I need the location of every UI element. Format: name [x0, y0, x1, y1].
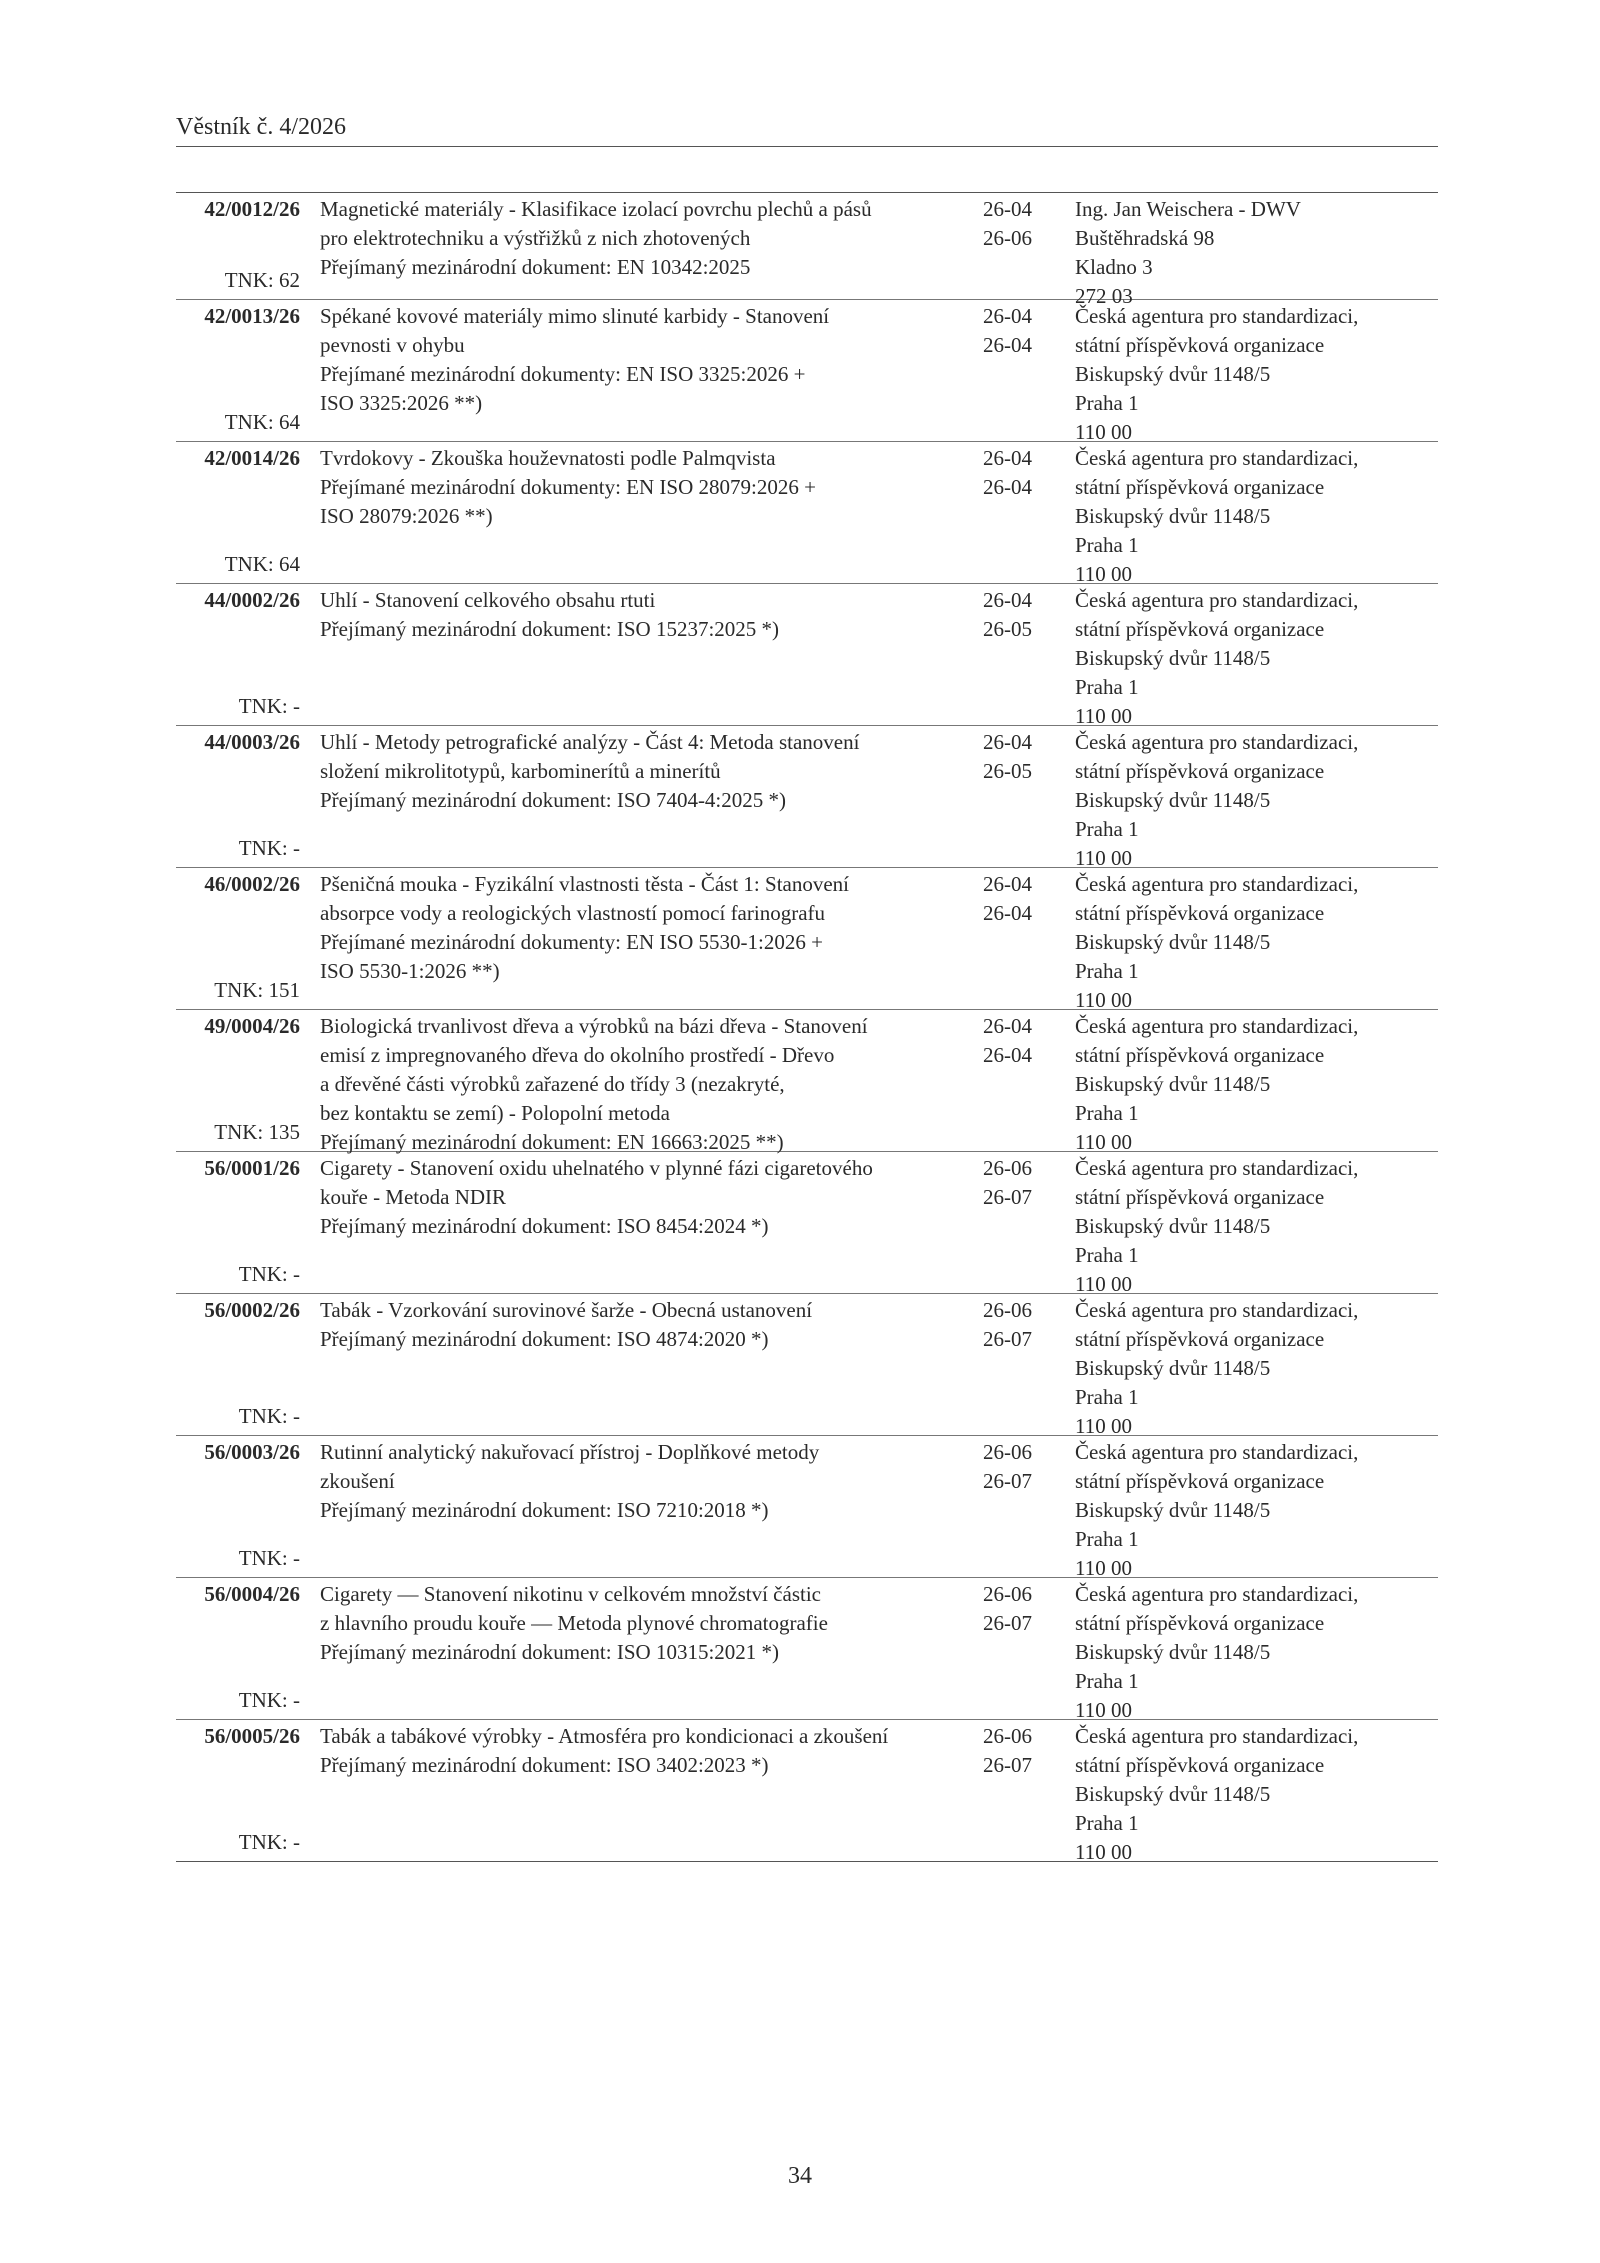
- entry-address-line: Česká agentura pro standardizaci,: [1075, 1014, 1359, 1038]
- standards-table: [176, 192, 1438, 1862]
- entry-title-line: ISO 3325:2026 **): [320, 391, 483, 415]
- entry-date-end: 26-07: [983, 1185, 1032, 1209]
- entry-address-line: Česká agentura pro standardizaci,: [1075, 1156, 1359, 1180]
- entry-address-line: státní příspěvková organizace: [1075, 1043, 1325, 1067]
- entry-address-line: státní příspěvková organizace: [1075, 1327, 1325, 1351]
- entry-code: 46/0002/26: [204, 872, 300, 896]
- entry-date-start: 26-06: [983, 1582, 1032, 1606]
- entry-title-line: pevnosti v ohybu: [320, 333, 465, 357]
- table-row: [176, 193, 1438, 308]
- entry-date-end: 26-04: [983, 475, 1032, 499]
- entry-date-end: 26-05: [983, 759, 1032, 783]
- entry-tnk: TNK: -: [238, 1262, 300, 1286]
- entry-title-line: Tabák - Vzorkování surovinové šarže - Obecná ustanovení: [320, 1298, 813, 1322]
- entry-address-cell: [1075, 300, 1438, 444]
- entry-title-line: kouře - Metoda NDIR: [320, 1185, 507, 1209]
- entry-address-line: Česká agentura pro standardizaci,: [1075, 872, 1359, 896]
- entry-title-line: bez kontaktu se zemí) - Polopolní metoda: [320, 1101, 670, 1125]
- entry-date-start: 26-04: [983, 872, 1032, 896]
- entry-title-line: Magnetické materiály - Klasifikace izolací povrchu plechů a pásů: [320, 197, 872, 221]
- entry-title-cell: [300, 1578, 983, 1719]
- entry-address-cell: [1075, 584, 1438, 728]
- entry-address-line: státní příspěvková organizace: [1075, 475, 1325, 499]
- entry-address-line: 110 00: [1075, 704, 1132, 728]
- entry-address-line: Praha 1: [1075, 817, 1139, 841]
- entry-title-line: a dřevěné části výrobků zařazené do třídy 3 (nezakryté,: [320, 1072, 785, 1096]
- entry-address-line: 110 00: [1075, 1272, 1132, 1296]
- entry-tnk: TNK: 64: [224, 410, 300, 434]
- table-row: [176, 725, 1438, 870]
- entry-dates-cell: [983, 442, 1075, 583]
- entry-address-line: Biskupský dvůr 1148/5: [1075, 1356, 1271, 1380]
- entry-address-line: 110 00: [1075, 562, 1132, 586]
- entry-title-line: Rutinní analytický nakuřovací přístroj - Doplňkové metody: [320, 1440, 820, 1464]
- entry-title-line: Přejímaný mezinárodní dokument: ISO 10315:2021 *): [320, 1640, 780, 1664]
- entry-title-line: Tvrdokovy - Zkouška houževnatosti podle Palmqvista: [320, 446, 776, 470]
- entry-date-start: 26-04: [983, 730, 1032, 754]
- entry-title-line: Přejímaný mezinárodní dokument: ISO 3402:2023 *): [320, 1753, 769, 1777]
- entry-title-cell: [300, 868, 983, 1009]
- entry-address-line: Biskupský dvůr 1148/5: [1075, 930, 1271, 954]
- entry-id-cell: [176, 1578, 300, 1719]
- entry-address-line: Biskupský dvůr 1148/5: [1075, 1072, 1271, 1096]
- entry-address-line: státní příspěvková organizace: [1075, 1185, 1325, 1209]
- entry-id-cell: [176, 193, 300, 299]
- entry-id-cell: [176, 300, 300, 441]
- entry-title-line: Uhlí - Metody petrografické analýzy - Část 4: Metoda stanovení: [320, 730, 860, 754]
- entry-date-start: 26-06: [983, 1298, 1032, 1322]
- entry-dates-cell: [983, 1294, 1075, 1435]
- entry-code: 56/0001/26: [204, 1156, 300, 1180]
- entry-title-line: Biologická trvanlivost dřeva a výrobků na bázi dřeva - Stanovení: [320, 1014, 868, 1038]
- entry-id-cell: [176, 1720, 300, 1861]
- entry-tnk: TNK: -: [238, 1546, 300, 1570]
- entry-title-line: Uhlí - Stanovení celkového obsahu rtuti: [320, 588, 656, 612]
- entry-dates-cell: [983, 1152, 1075, 1293]
- entry-id-cell: [176, 868, 300, 1009]
- entry-address-line: Česká agentura pro standardizaci,: [1075, 446, 1359, 470]
- entry-title-line: pro elektrotechniku a výstřižků z nich zhotovených: [320, 226, 751, 250]
- entry-id-cell: [176, 1436, 300, 1577]
- entry-id-cell: [176, 442, 300, 583]
- entry-dates-cell: [983, 726, 1075, 867]
- entry-address-line: státní příspěvková organizace: [1075, 617, 1325, 641]
- entry-title-line: absorpce vody a reologických vlastností pomocí farinografu: [320, 901, 826, 925]
- entry-title-cell: [300, 1436, 983, 1577]
- entry-address-line: 110 00: [1075, 420, 1132, 444]
- entry-address-line: státní příspěvková organizace: [1075, 333, 1325, 357]
- entry-address-line: Ing. Jan Weischera - DWV: [1075, 197, 1301, 221]
- entry-date-end: 26-05: [983, 617, 1032, 641]
- entry-address-line: Biskupský dvůr 1148/5: [1075, 788, 1271, 812]
- entry-title-cell: [300, 442, 983, 583]
- entry-date-end: 26-04: [983, 1043, 1032, 1067]
- entry-title-line: Přejímané mezinárodní dokumenty: EN ISO 3325:2026 +: [320, 362, 806, 386]
- table-row: [176, 1435, 1438, 1580]
- entry-address-line: Praha 1: [1075, 1243, 1139, 1267]
- table-row: [176, 299, 1438, 444]
- entry-dates-cell: [983, 1436, 1075, 1577]
- entry-tnk: TNK: 135: [214, 1120, 300, 1144]
- entry-address-line: Praha 1: [1075, 1669, 1139, 1693]
- entry-address-line: Praha 1: [1075, 533, 1139, 557]
- entry-title-line: Přejímaný mezinárodní dokument: ISO 15237:2025 *): [320, 617, 780, 641]
- entry-address-line: Česká agentura pro standardizaci,: [1075, 304, 1359, 328]
- entry-date-end: 26-07: [983, 1753, 1032, 1777]
- entry-address-line: Biskupský dvůr 1148/5: [1075, 1214, 1271, 1238]
- entry-code: 44/0002/26: [204, 588, 300, 612]
- journal-title: Věstník č. 4/2026: [176, 114, 346, 140]
- entry-address-line: 110 00: [1075, 846, 1132, 870]
- entry-address-cell: [1075, 442, 1438, 586]
- entry-address-line: státní příspěvková organizace: [1075, 1753, 1325, 1777]
- entry-address-cell: [1075, 1152, 1438, 1296]
- entry-address-line: Česká agentura pro standardizaci,: [1075, 1298, 1359, 1322]
- entry-address-cell: [1075, 1720, 1438, 1864]
- entry-address-cell: [1075, 193, 1438, 308]
- entry-tnk: TNK: -: [238, 694, 300, 718]
- entry-code: 42/0012/26: [204, 197, 300, 221]
- entry-date-end: 26-07: [983, 1611, 1032, 1635]
- entry-code: 44/0003/26: [204, 730, 300, 754]
- entry-id-cell: [176, 1294, 300, 1435]
- entry-dates-cell: [983, 1578, 1075, 1719]
- entry-code: 49/0004/26: [204, 1014, 300, 1038]
- table-row: [176, 867, 1438, 1012]
- entry-date-start: 26-06: [983, 1724, 1032, 1748]
- entry-address-line: Biskupský dvůr 1148/5: [1075, 1640, 1271, 1664]
- entry-title-cell: [300, 1010, 983, 1154]
- entry-code: 56/0002/26: [204, 1298, 300, 1322]
- entry-code: 56/0003/26: [204, 1440, 300, 1464]
- entry-dates-cell: [983, 584, 1075, 725]
- entry-title-line: Přejímaný mezinárodní dokument: ISO 7210:2018 *): [320, 1498, 769, 1522]
- entry-title-line: Přejímaný mezinárodní dokument: ISO 7404-4:2025 *): [320, 788, 787, 812]
- entry-date-start: 26-04: [983, 304, 1032, 328]
- entry-date-end: 26-07: [983, 1327, 1032, 1351]
- entry-address-line: Česká agentura pro standardizaci,: [1075, 1582, 1359, 1606]
- entry-title-line: Přejímaný mezinárodní dokument: EN 16663:2025 **): [320, 1130, 784, 1154]
- entry-address-line: 110 00: [1075, 1130, 1132, 1154]
- entry-address-line: Buštěhradská 98: [1075, 226, 1215, 250]
- entry-tnk: TNK: -: [238, 1404, 300, 1428]
- entry-address-cell: [1075, 1578, 1438, 1722]
- entry-address-line: 110 00: [1075, 1840, 1132, 1864]
- entry-address-line: 110 00: [1075, 988, 1132, 1012]
- entry-date-start: 26-06: [983, 1440, 1032, 1464]
- entry-id-cell: [176, 1010, 300, 1151]
- entry-address-line: Praha 1: [1075, 391, 1139, 415]
- entry-id-cell: [176, 584, 300, 725]
- entry-title-line: složení mikrolitotypů, karbominerítů a minerítů: [320, 759, 721, 783]
- entry-address-line: Biskupský dvůr 1148/5: [1075, 504, 1271, 528]
- entry-id-cell: [176, 1152, 300, 1293]
- table-row: [176, 1293, 1438, 1438]
- entry-title-cell: [300, 1720, 983, 1861]
- entry-date-end: 26-06: [983, 226, 1032, 250]
- entry-title-line: Přejímaný mezinárodní dokument: EN 10342:2025: [320, 255, 751, 279]
- entry-code: 56/0004/26: [204, 1582, 300, 1606]
- entry-address-line: Česká agentura pro standardizaci,: [1075, 730, 1359, 754]
- page-header: [176, 112, 1438, 147]
- entry-title-line: Spékané kovové materiály mimo slinuté karbidy - Stanovení: [320, 304, 830, 328]
- entry-dates-cell: [983, 868, 1075, 1009]
- entry-title-cell: [300, 300, 983, 441]
- entry-title-line: Přejímaný mezinárodní dokument: ISO 8454:2024 *): [320, 1214, 769, 1238]
- entry-tnk: TNK: -: [238, 836, 300, 860]
- entry-address-line: Biskupský dvůr 1148/5: [1075, 1498, 1271, 1522]
- entry-title-line: Tabák a tabákové výrobky - Atmosféra pro kondicionaci a zkoušení: [320, 1724, 889, 1748]
- entry-address-line: 272 03: [1075, 284, 1133, 308]
- entry-address-line: Biskupský dvůr 1148/5: [1075, 362, 1271, 386]
- entry-title-line: Pšeničná mouka - Fyzikální vlastnosti těsta - Část 1: Stanovení: [320, 872, 850, 896]
- entry-address-cell: [1075, 1294, 1438, 1438]
- entry-dates-cell: [983, 300, 1075, 441]
- entry-address-line: 110 00: [1075, 1698, 1132, 1722]
- entry-address-line: státní příspěvková organizace: [1075, 1469, 1325, 1493]
- entry-address-cell: [1075, 726, 1438, 870]
- table-row: [176, 583, 1438, 728]
- entry-title-line: zkoušení: [320, 1469, 395, 1493]
- entry-code: 42/0013/26: [204, 304, 300, 328]
- entry-address-line: Praha 1: [1075, 959, 1139, 983]
- entry-address-line: státní příspěvková organizace: [1075, 901, 1325, 925]
- entry-address-line: 110 00: [1075, 1414, 1132, 1438]
- page-number: 34: [788, 2163, 812, 2189]
- entry-address-line: Praha 1: [1075, 1527, 1139, 1551]
- entry-tnk: TNK: 62: [224, 268, 300, 292]
- entry-title-line: ISO 28079:2026 **): [320, 504, 493, 528]
- entry-dates-cell: [983, 1720, 1075, 1861]
- entry-title-cell: [300, 726, 983, 867]
- entry-title-line: ISO 5530-1:2026 **): [320, 959, 500, 983]
- entry-address-line: Česká agentura pro standardizaci,: [1075, 1440, 1359, 1464]
- table-row: [176, 1577, 1438, 1722]
- table-row: [176, 1719, 1438, 1864]
- entry-date-start: 26-04: [983, 446, 1032, 470]
- entry-tnk: TNK: -: [238, 1688, 300, 1712]
- entry-date-start: 26-04: [983, 197, 1032, 221]
- entry-address-line: Kladno 3: [1075, 255, 1153, 279]
- entry-title-line: Přejímaný mezinárodní dokument: ISO 4874:2020 *): [320, 1327, 769, 1351]
- entry-title-line: emisí z impregnovaného dřeva do okolního prostředí - Dřevo: [320, 1043, 835, 1067]
- entry-dates-cell: [983, 193, 1075, 299]
- entry-title-cell: [300, 1294, 983, 1435]
- entry-address-line: Biskupský dvůr 1148/5: [1075, 1782, 1271, 1806]
- table-row: [176, 1009, 1438, 1154]
- entry-address-line: 110 00: [1075, 1556, 1132, 1580]
- entry-date-start: 26-04: [983, 588, 1032, 612]
- entry-tnk: TNK: 151: [214, 978, 300, 1002]
- entry-date-start: 26-06: [983, 1156, 1032, 1180]
- entry-address-line: Praha 1: [1075, 1385, 1139, 1409]
- entry-date-end: 26-04: [983, 901, 1032, 925]
- entry-tnk: TNK: 64: [224, 552, 300, 576]
- entry-code: 56/0005/26: [204, 1724, 300, 1748]
- entry-title-line: Cigarety - Stanovení oxidu uhelnatého v plynné fázi cigaretového: [320, 1156, 873, 1180]
- entry-date-end: 26-04: [983, 333, 1032, 357]
- entry-date-end: 26-07: [983, 1469, 1032, 1493]
- entry-address-line: Česká agentura pro standardizaci,: [1075, 588, 1359, 612]
- entry-address-cell: [1075, 1010, 1438, 1154]
- entry-title-cell: [300, 1152, 983, 1293]
- entry-address-line: státní příspěvková organizace: [1075, 1611, 1325, 1635]
- entry-address-line: Praha 1: [1075, 1101, 1139, 1125]
- table-row: [176, 441, 1438, 586]
- entry-tnk: TNK: -: [238, 1830, 300, 1854]
- entry-title-line: z hlavního proudu kouře — Metoda plynové chromatografie: [320, 1611, 828, 1635]
- entry-address-line: Česká agentura pro standardizaci,: [1075, 1724, 1359, 1748]
- entry-date-start: 26-04: [983, 1014, 1032, 1038]
- table-row: [176, 1151, 1438, 1296]
- entry-address-line: Praha 1: [1075, 1811, 1139, 1835]
- entry-title-line: Přejímané mezinárodní dokumenty: EN ISO 28079:2026 +: [320, 475, 816, 499]
- entry-dates-cell: [983, 1010, 1075, 1151]
- entry-address-cell: [1075, 1436, 1438, 1580]
- entry-address-cell: [1075, 868, 1438, 1012]
- entry-address-line: Biskupský dvůr 1148/5: [1075, 646, 1271, 670]
- entry-title-cell: [300, 193, 983, 299]
- entry-title-line: Cigarety — Stanovení nikotinu v celkovém množství částic: [320, 1582, 821, 1606]
- entry-code: 42/0014/26: [204, 446, 300, 470]
- entry-id-cell: [176, 726, 300, 867]
- entry-address-line: Praha 1: [1075, 675, 1139, 699]
- entry-title-line: Přejímané mezinárodní dokumenty: EN ISO 5530-1:2026 +: [320, 930, 823, 954]
- entry-title-cell: [300, 584, 983, 725]
- entry-address-line: státní příspěvková organizace: [1075, 759, 1325, 783]
